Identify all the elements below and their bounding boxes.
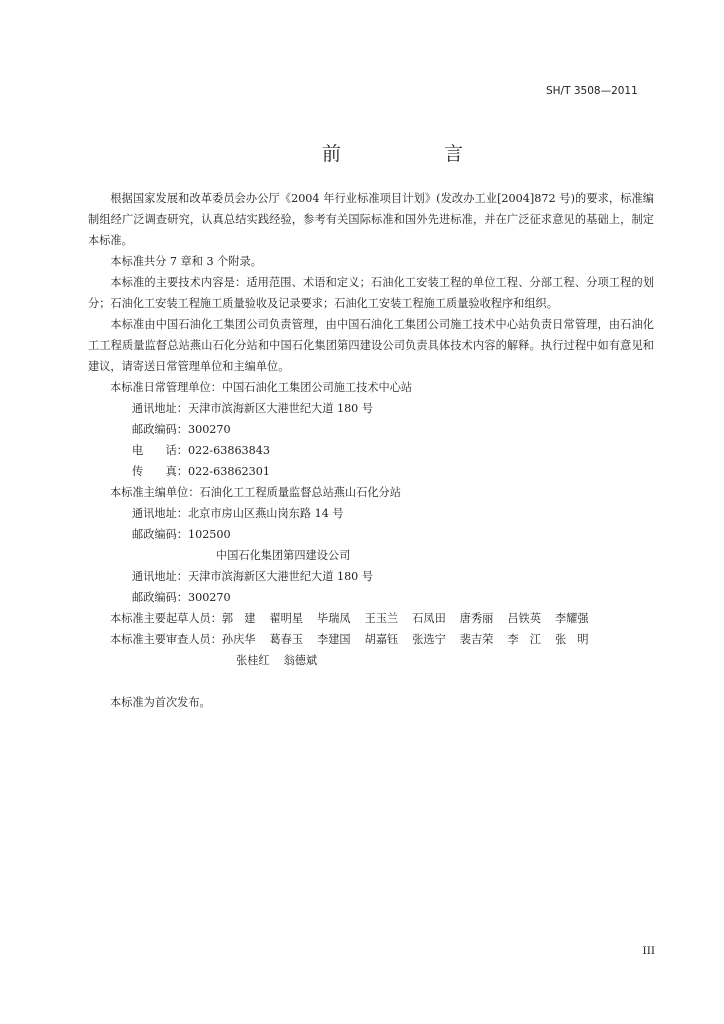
reviewer-name: 孙庆华 <box>221 633 256 646</box>
paragraph-management: 本标准由中国石油化工集团公司负责管理，由中国石油化工集团公司施工技术中心站负责日常管理，由石油化工工程质量监督总站燕山石化分站和中国石化集团第四建设公司负责具体技术内容的解释。执行过程中如有意见和建议，请寄送日常管理单位和主编单位。 <box>88 318 654 373</box>
management-postcode: 300270 <box>187 423 231 436</box>
editor-unit1-postcode-label: 邮政编码： <box>132 528 188 541</box>
management-fax: 022-63862301 <box>187 465 271 478</box>
reviewer-name: 张 明 <box>554 633 589 646</box>
editor-unit2-postcode-label: 邮政编码： <box>132 591 188 604</box>
reviewer-name: 葛春玉 <box>269 633 304 646</box>
reviewers-line-2 <box>88 650 654 671</box>
editor-unit1-postcode: 102500 <box>187 528 231 541</box>
page-title: 前 言 <box>322 143 506 165</box>
reviewer-name: 翁德斌 <box>283 654 318 667</box>
management-unit-line <box>88 377 654 398</box>
blank-line <box>88 671 654 692</box>
reviewer-name: 李建国 <box>317 633 351 646</box>
drafter-name: 王玉兰 <box>364 612 399 625</box>
management-fax-label: 传 真： <box>132 465 188 478</box>
management-postcode-line <box>88 419 654 440</box>
drafter-name: 毕瑞凤 <box>317 612 351 625</box>
editor-unit2-line <box>88 545 654 566</box>
management-fax-line <box>88 461 654 482</box>
drafter-name: 唐秀丽 <box>459 612 494 625</box>
page-number: III <box>642 945 655 957</box>
editor-unit2-address-line <box>88 566 654 587</box>
management-phone-label: 电 话： <box>132 444 188 457</box>
drafter-name: 李耀强 <box>554 612 589 625</box>
reviewer-name: 张桂红 <box>236 654 270 667</box>
editor-unit1-address: 北京市房山区燕山岗东路 14 号 <box>187 507 344 520</box>
paragraph-background: 根据国家发展和改革委员会办公厅《2004 年行业标准项目计划》(发改办工业[2004]872 号)的要求，标准编制组经广泛调查研究，认真总结实践经验，参考有关国际标准和国外先进标准，并在广泛征求意见的基础上，制定本标准。 <box>88 192 654 247</box>
reviewer-name: 胡嘉钰 <box>364 633 399 646</box>
management-phone-line <box>88 440 654 461</box>
management-address-label: 通讯地址： <box>132 402 188 415</box>
editor-unit2-address: 天津市滨海新区大港世纪大道 180 号 <box>187 570 374 583</box>
paragraph-structure: 本标准共分 7 章和 3 个附录。 <box>110 255 262 268</box>
editor-unit2-postcode-line <box>88 587 654 608</box>
management-unit-label: 本标准日常管理单位： <box>110 381 222 394</box>
drafters-line <box>88 608 654 629</box>
management-unit-name: 中国石油化工集团公司施工技术中心站 <box>221 381 413 394</box>
reviewer-name: 李 江 <box>507 633 541 646</box>
drafter-name: 郭 建 <box>221 612 256 625</box>
editor-unit2-address-label: 通讯地址： <box>132 570 188 583</box>
drafter-names <box>222 612 603 625</box>
reviewer-name: 张选宁 <box>412 633 446 646</box>
editor-units-label: 本标准主编单位： <box>110 486 200 499</box>
editor-unit1-name: 石油化工工程质量监督总站燕山石化分站 <box>199 486 401 499</box>
management-address-line <box>88 398 654 419</box>
editor-unit-line <box>88 482 654 503</box>
editor-unit1-address-label: 通讯地址： <box>132 507 188 520</box>
reviewers-label: 本标准主要审查人员： <box>110 633 222 646</box>
editor-unit1-postcode-line <box>88 524 654 545</box>
management-phone: 022-63863843 <box>187 444 271 457</box>
drafter-name: 吕铁英 <box>507 612 541 625</box>
standard-code: SH/T 3508—2011 <box>546 85 638 97</box>
first-release-note: 本标准为首次发布。 <box>110 696 211 709</box>
drafter-name: 石凤田 <box>412 612 446 625</box>
drafter-name: 翟明星 <box>269 612 304 625</box>
reviewer-names <box>222 633 603 646</box>
editor-unit2-postcode: 300270 <box>187 591 231 604</box>
editor-unit2-name: 中国石化集团第四建设公司 <box>216 549 351 562</box>
reviewer-name: 裴吉荣 <box>459 633 494 646</box>
drafters-label: 本标准主要起草人员： <box>110 612 222 625</box>
management-address: 天津市滨海新区大港世纪大道 180 号 <box>187 402 374 415</box>
foreword-body <box>88 188 654 713</box>
paragraph-main-content: 本标准的主要技术内容是：适用范围、术语和定义；石油化工安装工程的单位工程、分部工程、分项工程的划分；石油化工安装工程施工质量验收及记录要求；石油化工安装工程施工质量验收程序和组织。 <box>88 276 654 310</box>
editor-unit1-address-line <box>88 503 654 524</box>
management-postcode-label: 邮政编码： <box>132 423 188 436</box>
reviewers-line <box>88 629 654 650</box>
